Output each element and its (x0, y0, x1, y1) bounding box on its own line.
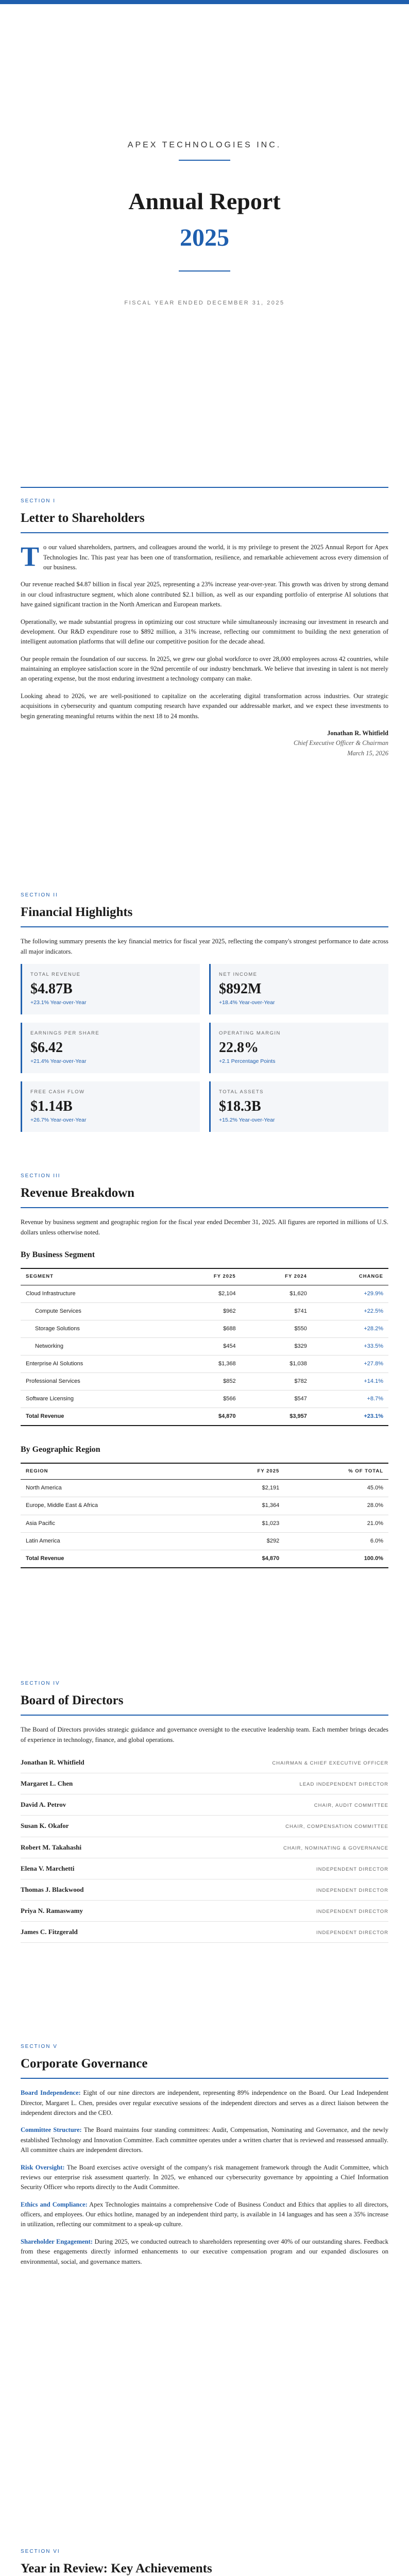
fy2025-value: $962 (169, 1302, 241, 1320)
board-member-name: Susan K. Okafor (21, 1822, 69, 1830)
governance-text: Eight of our nine directors are independent, representing 89% independence on the Board. Our Lead Independent Director, Margaret L. Chen, presides over regular executive sessions of the independent directors and serves as a direct liaison between the independent directors and the CEO. (21, 2089, 388, 2116)
segment-name: Professional Services (21, 1372, 169, 1390)
percent-of-total: 6.0% (284, 1532, 388, 1550)
board-member-role: CHAIR, COMPENSATION COMMITTEE (285, 1824, 388, 1830)
section-title: Year in Review: Key Achievements (21, 2559, 388, 2576)
board-member-role: INDEPENDENT DIRECTOR (316, 1866, 388, 1872)
board-member-role: INDEPENDENT DIRECTOR (316, 1887, 388, 1893)
cover-divider-lower (179, 270, 230, 272)
board-member-row (21, 1922, 388, 1943)
table-row (21, 1372, 388, 1390)
board-member-name: Robert M. Takahashi (21, 1843, 82, 1851)
segment-name: Cloud Infrastructure (21, 1285, 169, 1302)
achievements-section (21, 2548, 388, 2576)
letter-paragraph: Looking ahead to 2026, we are well-positioned to capitalize on the accelerating digital transformation across industries. Our strategic acquisitions in cybersecurity and quantum computing research have expanded our addressable market, and we expect these investments to begin generating meaningful returns within the next 18 to 24 months. (21, 692, 388, 720)
table-row (21, 1285, 388, 1302)
section-label: SECTION II (21, 892, 58, 898)
board-member-name: James C. Fitzgerald (21, 1928, 78, 1936)
board-member-row (21, 1752, 388, 1773)
region-name: Latin America (21, 1532, 210, 1550)
percent-of-total: 45.0% (284, 1480, 388, 1497)
section-title: Board of Directors (21, 1691, 388, 1716)
fy2025-value: $1,023 (210, 1515, 284, 1532)
change-value: +22.5% (312, 1302, 388, 1320)
fy2024-value: $1,620 (241, 1285, 312, 1302)
table-row (21, 1515, 388, 1532)
change-value: +29.9% (312, 1285, 388, 1302)
section-label: SECTION VI (21, 2549, 60, 2554)
region-name: Asia Pacific (21, 1515, 210, 1532)
signature-block (21, 728, 388, 758)
table-row (21, 1337, 388, 1355)
board-member-name: Elena V. Marchetti (21, 1864, 75, 1872)
board-member-name: Priya N. Ramaswamy (21, 1906, 83, 1914)
governance-paragraph (21, 2237, 388, 2267)
section-label: SECTION V (21, 2044, 58, 2049)
segment-name: Storage Solutions (21, 1320, 169, 1337)
total-label: Total Revenue (21, 1550, 210, 1568)
table-row (21, 1320, 388, 1337)
cover-divider (179, 160, 230, 161)
signature-date: March 15, 2026 (347, 749, 388, 757)
table-row (21, 1532, 388, 1550)
board-member-row (21, 1901, 388, 1922)
board-member-role: LEAD INDEPENDENT DIRECTOR (299, 1782, 388, 1788)
board-member-name: Thomas J. Blackwood (21, 1885, 84, 1893)
kpi-card: OPERATING MARGIN 22.8% +2.1 Percentage Points (209, 1023, 388, 1073)
board-member-row (21, 1816, 388, 1837)
governance-text: The Board exercises active oversight of the company's risk management framework through the Audit Committee, which reviews our enterprise risk assessment quarterly. In 2025, we enhanced our cybersecurity governance by appointing a Chief Information Security Officer who reports directly to the Audit Committee. (21, 2163, 389, 2191)
governance-list (21, 2088, 388, 2267)
board-member-row (21, 1837, 388, 1858)
percent-of-total: 21.0% (284, 1515, 388, 1532)
board-section (21, 1680, 388, 1943)
segment-table: SEGMENT FY 2025 FY 2024 CHANGE Cloud Infrastructure $2,104 $1,620 +29.9% Compute Services $962 $741 +22.5% Storage Solutions $688 $550 +28.2% Networking $454 $329 +33.5% Enterprise AI Solutions $1,368 $1,038 +27.8% Professional Services $852 $782 +14.1% Software Licensing $566 $547 +8.7% Total Revenue $4,870 $3,957 +23.1% (21, 1268, 388, 1426)
governance-text: Apex Technologies maintains a comprehensive Code of Business Conduct and Ethics that applies to all directors, officers, and employees. Our ethics hotline, managed by an independent third party, is available in 14 languages and has seen a 35% increase in utilization, reflecting our commitment to a speak-up culture. (21, 2200, 388, 2228)
governance-heading: Ethics and Compliance: (21, 2200, 88, 2208)
board-member-row (21, 1794, 388, 1816)
segment-name: Networking (21, 1337, 169, 1355)
fy2024-value: $329 (241, 1337, 312, 1355)
kpi-card: TOTAL REVENUE $4.87B +23.1% Year-over-Year (21, 964, 200, 1014)
highlights-intro: The following summary presents the key financial metrics for fiscal year 2025, reflecting the company's strongest performance to date across all major indicators. (21, 938, 388, 955)
fy2024-value: $547 (241, 1390, 312, 1408)
board-member-row (21, 1858, 388, 1879)
fy2024-value: $550 (241, 1320, 312, 1337)
board-member-name: Margaret L. Chen (21, 1780, 73, 1788)
governance-paragraph (21, 2163, 388, 2193)
total-change: +23.1% (312, 1408, 388, 1426)
fiscal-year-label: FISCAL YEAR ENDED DECEMBER 31, 2025 (124, 300, 285, 306)
board-member-role: CHAIR, AUDIT COMMITTEE (314, 1803, 388, 1809)
change-value: +27.8% (312, 1355, 388, 1372)
total-row (21, 1408, 388, 1426)
governance-heading: Risk Oversight: (21, 2163, 65, 2171)
change-value: +8.7% (312, 1390, 388, 1408)
change-value: +28.2% (312, 1320, 388, 1337)
report-year: 2025 (180, 224, 229, 251)
letter-section (21, 497, 388, 758)
table-row (21, 1497, 388, 1515)
change-value: +14.1% (312, 1372, 388, 1390)
signature-name: Jonathan R. Whitfield (327, 729, 388, 737)
table-row (21, 1390, 388, 1408)
fy2025-value: $2,104 (169, 1285, 241, 1302)
report-title: Annual Report (128, 188, 281, 214)
board-member-row (21, 1879, 388, 1901)
board-list (21, 1752, 388, 1943)
fy2025-value: $454 (169, 1337, 241, 1355)
fy2025-value: $566 (169, 1390, 241, 1408)
section-label: SECTION III (21, 1173, 61, 1179)
governance-heading: Board Independence: (21, 2089, 81, 2097)
fy2025-value: $1,368 (169, 1355, 241, 1372)
kpi-card: FREE CASH FLOW $1.14B +26.7% Year-over-Year (21, 1081, 200, 1132)
fy2025-value: $292 (210, 1532, 284, 1550)
letter-paragraph: Our revenue reached $4.87 billion in fiscal year 2025, representing a 23% increase year-over-year. This growth was driven by strong demand in our cloud infrastructure segment, which alone contributed $2.1 billion, as well as our expanding portfolio of enterprise AI solutions that have gained significant traction in the North American and European markets. (21, 581, 388, 608)
letter-paragraph: Operationally, we made substantial progress in optimizing our cost structure while simultaneously increasing our investment in research and development. Our R&D expenditure rose to $892 million, a 31% increase, reflecting our commitment to building the next generation of intelligent automation platforms that will define our competitive position for the decade ahead. (21, 618, 388, 646)
letter-paragraph: Our people remain the foundation of our success. In 2025, we grew our global workforce to over 28,000 employees across 42 countries, while maintaining an employee satisfaction score in the 92nd percentile of our industry benchmark. We believe that investing in talent is not merely an operating expense, but the most enduring investment a technology company can make. (21, 655, 388, 683)
fy2025-value: $688 (169, 1320, 241, 1337)
section-label: SECTION IV (21, 1681, 60, 1686)
percent-of-total: 28.0% (284, 1497, 388, 1515)
board-member-role: INDEPENDENT DIRECTOR (316, 1908, 388, 1914)
kpi-card: NET INCOME $892M +18.4% Year-over-Year (209, 964, 388, 1014)
table-row (21, 1355, 388, 1372)
segment-name: Compute Services (21, 1302, 169, 1320)
total-fy2025: $4,870 (210, 1550, 284, 1568)
board-member-role: INDEPENDENT DIRECTOR (316, 1930, 388, 1936)
kpi-card: TOTAL ASSETS $18.3B +15.2% Year-over-Year (209, 1081, 388, 1132)
fy2024-value: $782 (241, 1372, 312, 1390)
revenue-intro: Revenue by business segment and geographic region for the fiscal year ended December 31, 2025. All figures are reported in millions of U.S. dollars unless otherwise noted. (21, 1218, 388, 1236)
governance-paragraph (21, 2200, 388, 2230)
kpi-grid (21, 964, 388, 1132)
board-member-name: Jonathan R. Whitfield (21, 1758, 84, 1766)
fy2024-value: $1,038 (241, 1355, 312, 1372)
board-member-name: David A. Petrov (21, 1801, 66, 1809)
total-label: Total Revenue (21, 1408, 169, 1426)
region-name: North America (21, 1480, 210, 1497)
fy2025-value: $2,191 (210, 1480, 284, 1497)
cover (0, 0, 409, 453)
region-name: Europe, Middle East & Africa (21, 1497, 210, 1515)
drop-cap: T (21, 541, 40, 572)
governance-text: During 2025, we conducted outreach to shareholders representing over 40% of our outstanding shares. Feedback from these engagements directly informed enhancements to our executive compensation program and our expanded disclosures on environmental, social, and governance matters. (21, 2238, 388, 2265)
fy2025-value: $852 (169, 1372, 241, 1390)
section-title: Letter to Shareholders (21, 509, 388, 534)
table-row (21, 1302, 388, 1320)
governance-heading: Committee Structure: (21, 2126, 82, 2134)
region-table-title: By Geographic Region (21, 1445, 100, 1454)
section-title: Financial Highlights (21, 903, 388, 928)
section-title: Corporate Governance (21, 2054, 388, 2079)
governance-paragraph (21, 2125, 388, 2155)
table-row (21, 1480, 388, 1497)
fy2025-value: $1,364 (210, 1497, 284, 1515)
kpi-card: EARNINGS PER SHARE $6.42 +21.4% Year-over-Year (21, 1023, 200, 1073)
governance-text: The Board maintains four standing committees: Audit, Compensation, Nominating and Governance, and the newly established Technology and Innovation Committee. Each committee operates under a written charter that is reviewed and reassessed annually. All committee chairs are independent directors. (21, 2126, 388, 2154)
total-row (21, 1550, 388, 1568)
total-fy2025: $4,870 (169, 1408, 241, 1426)
board-member-role: CHAIRMAN & CHIEF EXECUTIVE OFFICER (272, 1760, 388, 1766)
signature-role: Chief Executive Officer & Chairman (294, 739, 388, 747)
governance-section (21, 2043, 388, 2274)
board-intro: The Board of Directors provides strategic guidance and governance oversight to the executive leadership team. Each member brings decades of experience in technology, finance, and global operations. (21, 1726, 388, 1743)
change-value: +33.5% (312, 1337, 388, 1355)
highlights-section (21, 891, 388, 1132)
revenue-section (21, 1172, 388, 1568)
region-table: REGION FY 2025 % OF TOTAL North America $2,191 45.0% Europe, Middle East & Africa $1,364 28.0% Asia Pacific $1,023 21.0% Latin America $292 6.0% Total Revenue $4,870 100.0% (21, 1463, 388, 1568)
segment-name: Software Licensing (21, 1390, 169, 1408)
section-label: SECTION I (21, 498, 56, 504)
company-name: APEX TECHNOLOGIES INC. (127, 141, 282, 149)
letter-paragraph: To our valued shareholders, partners, and colleagues around the world, it is my privilege to present the 2025 Annual Report for Apex Technologies Inc. This past year has been one of transformation, resilience, and remarkable achievement across every dimension of our business. (21, 541, 388, 572)
fy2024-value: $741 (241, 1302, 312, 1320)
segment-table-title: By Business Segment (21, 1250, 95, 1259)
total-fy2024: $3,957 (241, 1408, 312, 1426)
section-title: Revenue Breakdown (21, 1183, 388, 1209)
governance-paragraph (21, 2088, 388, 2118)
board-member-row (21, 1773, 388, 1794)
governance-heading: Shareholder Engagement: (21, 2238, 93, 2245)
cover-bottom-rule (21, 487, 388, 488)
segment-name: Enterprise AI Solutions (21, 1355, 169, 1372)
board-member-role: CHAIR, NOMINATING & GOVERNANCE (283, 1845, 388, 1851)
total-percent: 100.0% (284, 1550, 388, 1568)
